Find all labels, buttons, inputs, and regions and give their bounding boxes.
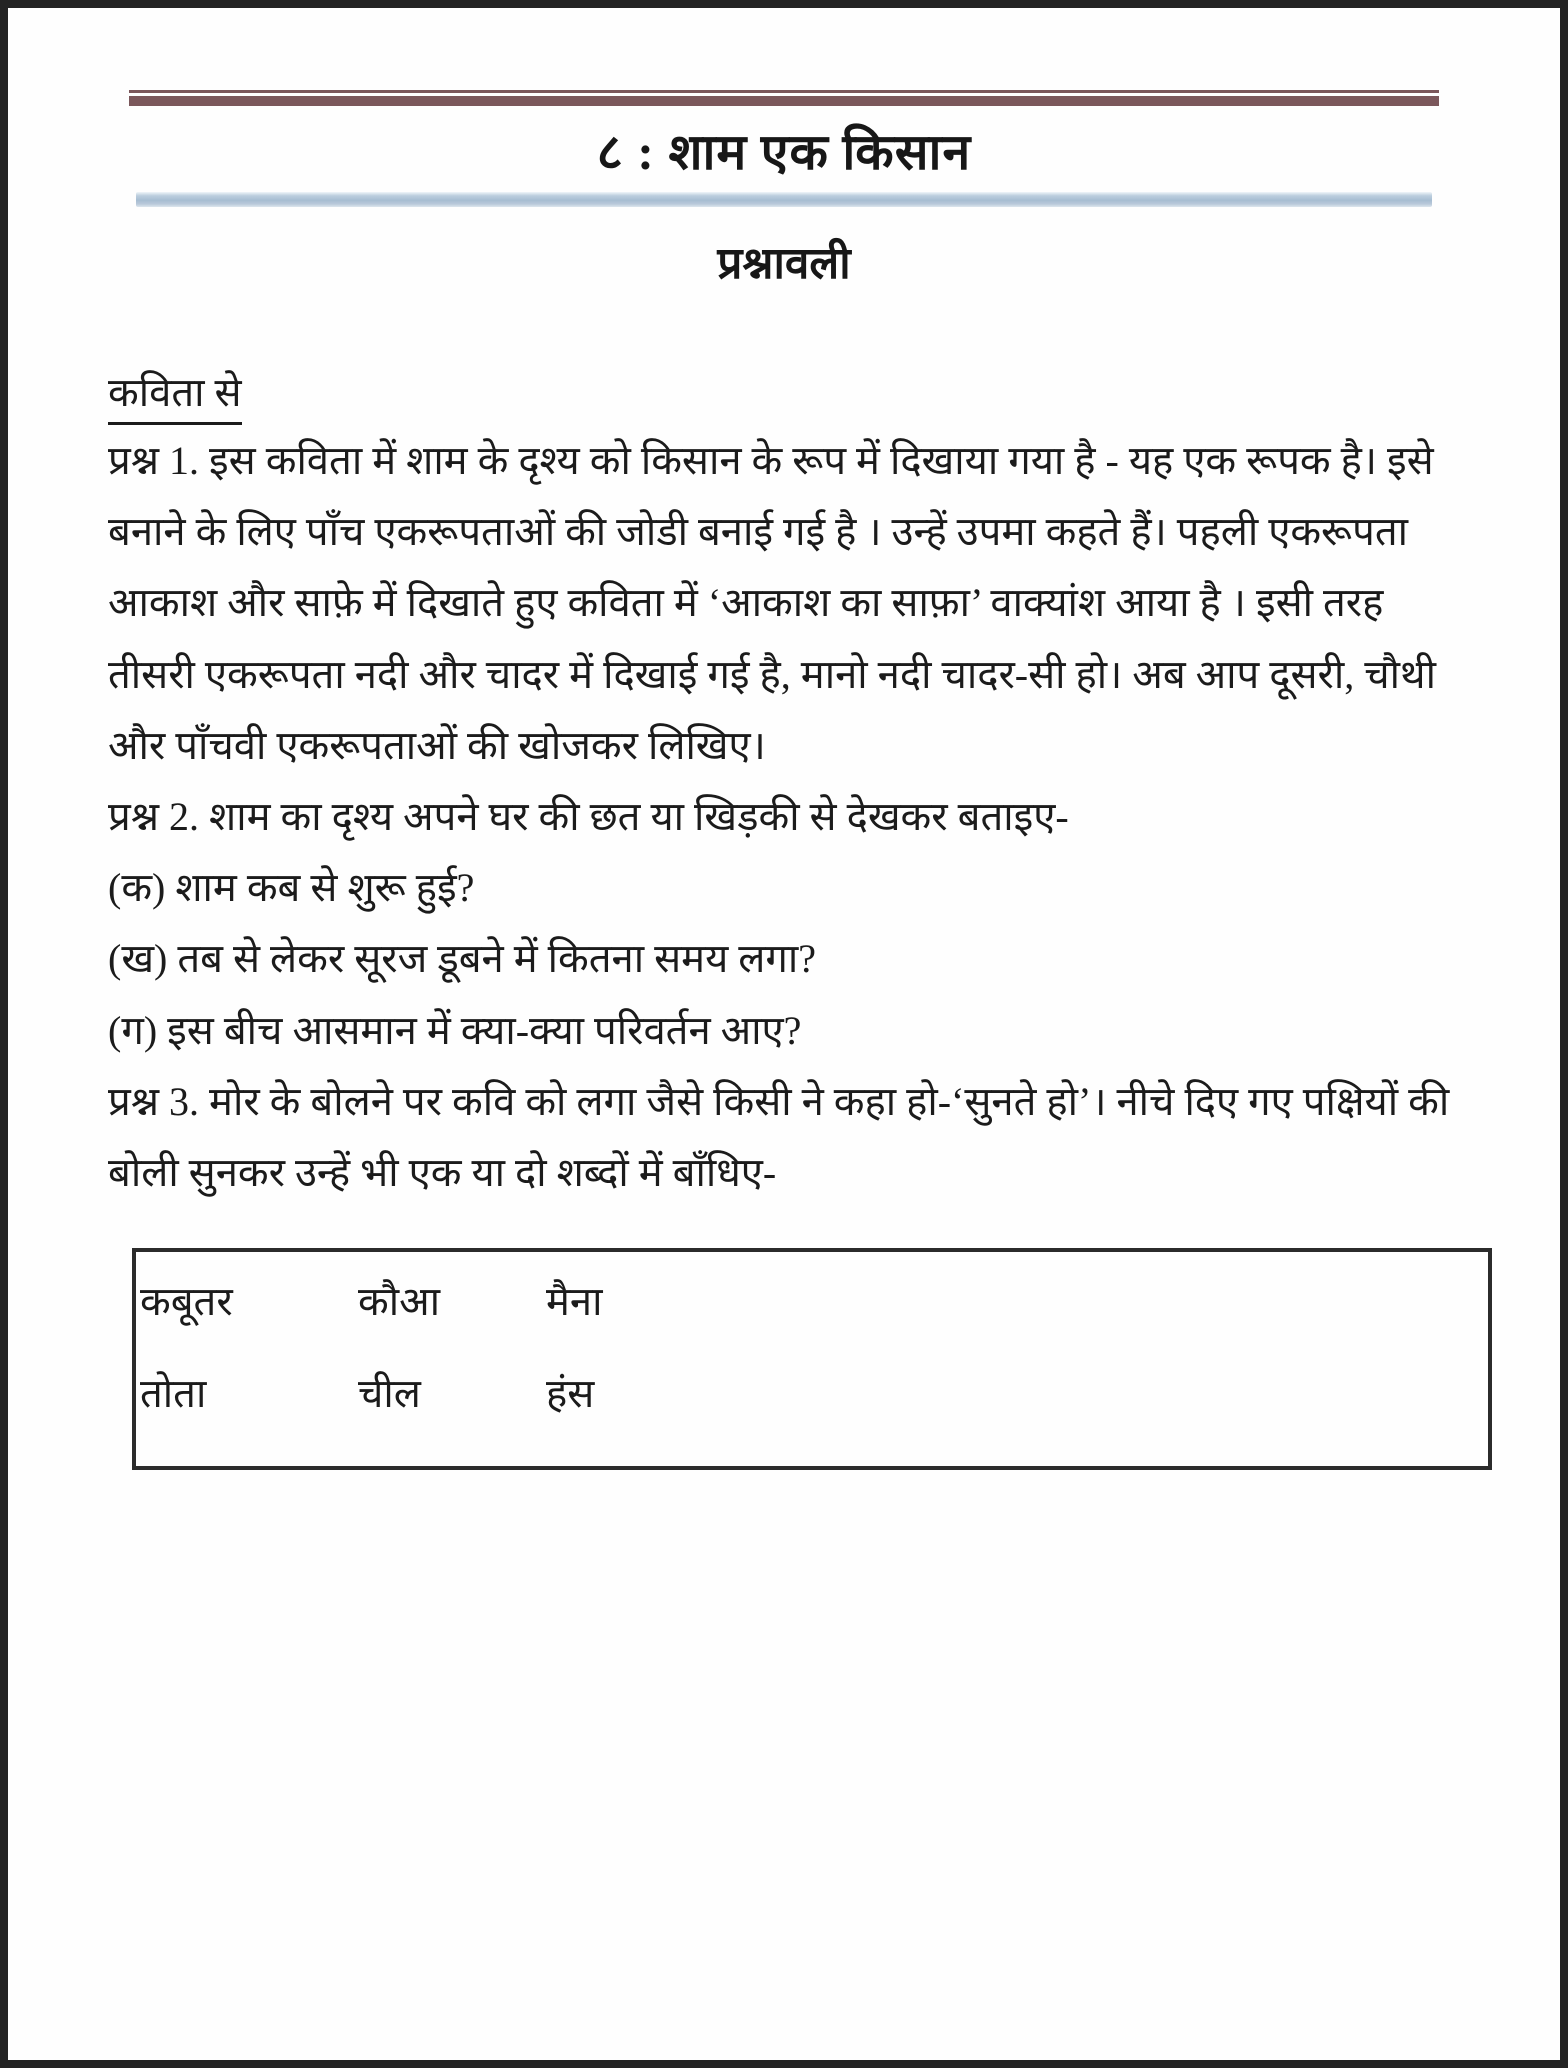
bird-name: कौआ — [358, 1279, 440, 1325]
question-2-text: प्रश्न 2. शाम का दृश्य अपने घर की छत या खिड़की से देखकर बताइए- — [108, 793, 1069, 839]
bird-name: हंस — [546, 1371, 595, 1417]
title-underline-bar — [136, 192, 1432, 207]
page-title: ८ : शाम एक किसान — [596, 124, 972, 180]
top-maroon-rule — [129, 90, 1439, 106]
maroon-rule-thin-line — [129, 90, 1439, 93]
bird-name: चील — [358, 1371, 421, 1417]
bird-name: कबूतर — [140, 1279, 233, 1325]
bird-name: तोता — [140, 1371, 207, 1417]
question-1-text: प्रश्न 1. इस कविता में शाम के दृश्य को किसान के रूप में दिखाया गया है - यह एक रूपक है। इसे बनाने के लिए पाँच एकरूपताओं की जोडी बनाई गई है । उन्हें उपमा कहते हैं। पहली एकरूपता आकाश और साफ़े में दिखाते हुए कविता में ‘आकाश का साफ़ा’ वाक्यांश आया है । इसी तरह तीसरी एकरूपता नदी और चादर में दिखाई गई है, मानो नदी चादर-सी हो। अब आप दूसरी, चौथी और पाँचवी एकरूपताओं की खोजकर लिखिए। — [108, 438, 1436, 768]
bird-name: मैना — [546, 1279, 603, 1325]
question-3-text: प्रश्न 3. मोर के बोलने पर कवि को लगा जैसे किसी ने कहा हो-‘सुनते हो’। नीचे दिए गए पक्षियों की बोली सुनकर उन्हें भी एक या दो शब्दों में बाँधिए- — [108, 1078, 1450, 1195]
bird-row — [140, 1280, 1488, 1324]
question-2-item-kha: (ख) तब से लेकर सूरज डूबने में कितना समय लगा? — [108, 936, 817, 982]
section-label: कविता से — [108, 363, 242, 425]
question-2-item-ka: (क) शाम कब से शुरू हुई? — [108, 865, 475, 911]
questions-heading: प्रश्नावली — [717, 239, 851, 288]
page-content — [8, 291, 1560, 1470]
bird-row — [140, 1372, 1488, 1416]
question-2-item-ga: (ग) इस बीच आसमान में क्या-क्या परिवर्तन आए? — [108, 1007, 802, 1053]
maroon-rule-thick-bar — [129, 96, 1439, 106]
bird-names-box — [132, 1248, 1492, 1470]
